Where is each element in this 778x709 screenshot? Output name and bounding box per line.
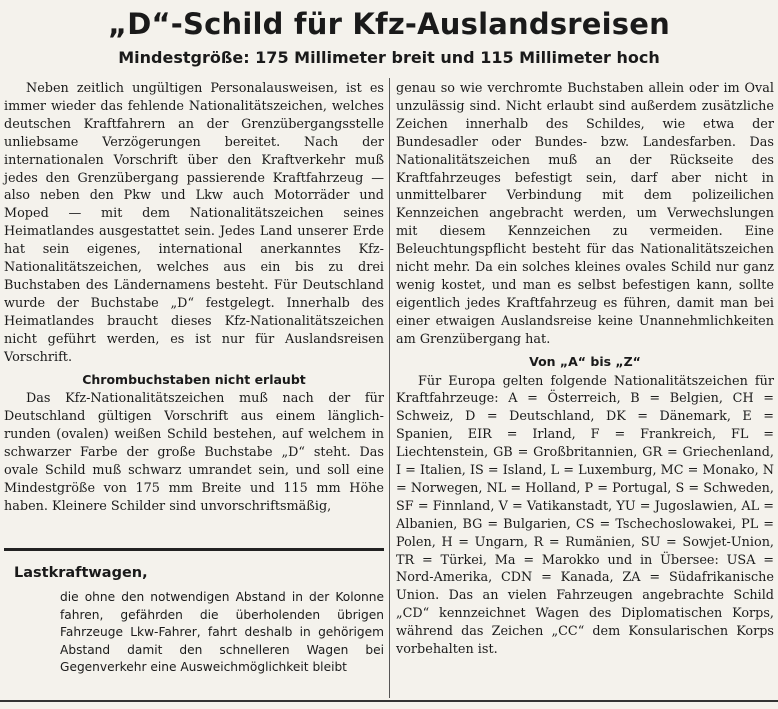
right-paragraph-1: genau so wie verchromte Buchstaben allein oder im Oval unzulässig sind. Nicht erlaubt sind außerdem zusätzliche Zeichen innerhalb des Schildes, wie etwa der Bundesadler oder Bundes- bzw. Landesfarben. Das Nationalitätszeichen muß an der Rückseite des Kraftfahrzeuges befestigt sein, darf aber nicht in unmittelbarer Verbindung mit dem polizeilichen Kennzeichen angebracht werden, um Verwechslungen mit diesem Kennzeichen zu vermeiden. Eine Beleuchtungspflicht besteht für das Nationalitätszeichen nicht mehr. Da ein solches kleines ovales Schild nur ganz wenig kostet, und man es selbst befestigen kann, sollte eigentlich jedes Kraftfahrzeug es führen, damit man bei einer etwaigen Auslandsreise keine Unannehmlichkeiten am Grenzübergang hat. [396,81,774,347]
left-column [4,80,384,516]
right-paragraph-2: Für Europa gelten folgende Nationalitätszeichen für Kraftfahrzeuge: A = Österreich, B = Belgien, CH = Schweiz, D = Deutschland, DK = Dänemark, E = Spanien, EIR = Irland, F = Frankreich, FL = Liechtenstein, GB = Großbritannien, GR = Griechenland, I = Italien, IS = Island, L = Luxemburg, MC = Monako, N = Norwegen, NL = Holland, P = Portugal, S = Schweden, SF = Finnland, V = Vatikanstadt, YU = Jugoslawien, AL = Albanien, BG = Bulgarien, CS = Tschechoslowakei, PL = Polen, H = Ungarn, R = Rumänien, SU = Sowjet-Union, TR = Türkei, Ma = Marokko und in Übersee: USA = Nord-Amerika, CDN = Kanada, ZA = Südafrikanische Union. Das an vielen Fahrzeugen angebrachte Schild „CD“ kennzeichnet Wagen des Diplomatischen Korps, während das Zeichen „CC“ dem Konsularischen Korps vorbehalten ist. [396,373,774,658]
left-intertitle: Chrombuchstaben nicht erlaubt [82,371,306,387]
headline: „D“-Schild für Kfz-Auslandsreisen [108,7,670,41]
bottom-rule [0,700,778,702]
adjacent-article-text: die ohne den notwendigen Abstand in der Kolonne fahren, gefährden die überholenden übrigen Fahrzeuge Lkw-Fahrer, fahrt deshalb in gehörigem Abstand damit den schnelleren Wagen bei Gegenverkehr eine Ausweichmöglichkeit bleibt [60,590,384,675]
right-intertitle: Von „A“ bis „Z“ [529,353,641,369]
right-column [396,80,774,659]
left-paragraph-1: Neben zeitlich ungültigen Personalausweisen, ist es immer wieder das fehlende Nationalitätszeichen, welches deutschen Kraftfahrern an der Grenzübergangsstelle unliebsame Verzögerungen bereitet. Nach der internationalen Vorschrift über den Kraftverkehr muß jedes den Grenzübergang passierende Kraftfahrzeug — also neben den Pkw und Lkw auch Motorräder und Moped — mit dem Nationalitätszeichen seines Heimatlandes ausgestattet sein. Jedes Land unserer Erde hat sein eigenes, international anerkanntes Kfz-Nationalitätszeichen, welches aus ein bis zu drei Buchstaben des Ländernamens besteht. Für Deutschland wurde der Buchstabe „D“ festgelegt. Innerhalb des Heimatlandes braucht dieses Kfz-Nationalitätszeichen nicht geführt werden, es ist nur für Auslandsreisen Vorschrift. [4,81,384,365]
left-paragraph-2: Das Kfz-Nationalitätszeichen muß nach der für Deutschland gültigen Vorschrift aus einem länglich-runden (ovalen) weißen Schild bestehen, auf welchem in schwarzer Farbe der große Buchstabe „D“ steht. Das ovale Schild muß schwarz umrandet sein, und soll eine Mindestgröße von 175 mm Breite und 115 mm Höhe haben. Kleinere Schilder sind unvorschriftsmäßig, [4,391,384,514]
section-rule [4,548,384,551]
adjacent-article [4,548,384,677]
subheadline: Mindestgröße: 175 Millimeter breit und 115 Millimeter hoch [118,48,660,67]
adjacent-article-title: Lastkraftwagen, [14,565,148,581]
column-divider [389,78,390,698]
